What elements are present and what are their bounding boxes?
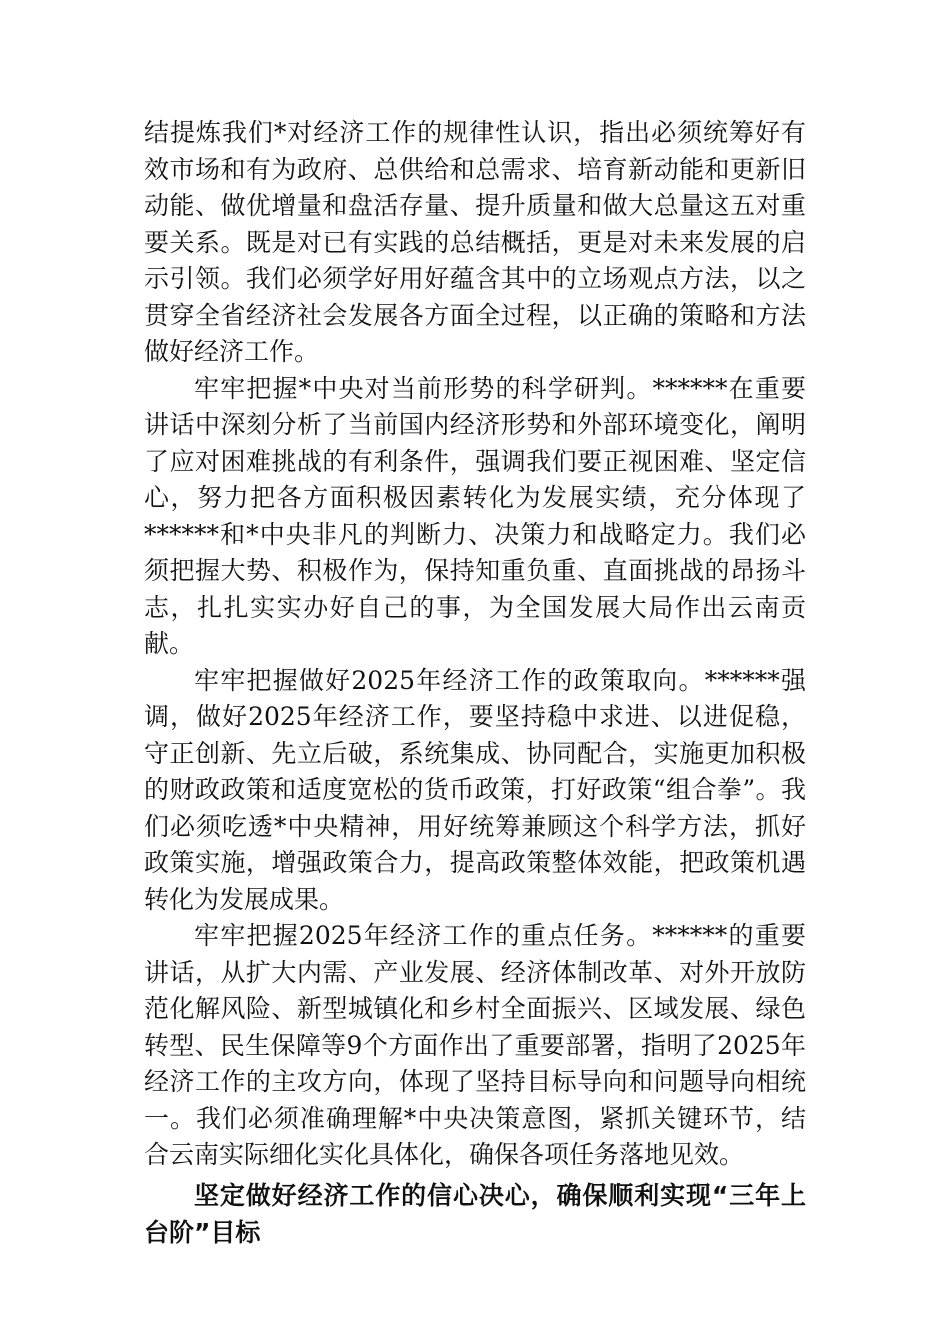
paragraph-3: 牢牢把握做好2025年经济工作的政策取向。******强调，做好2025年经济工作，要坚持稳中求进、以进促稳，守正创新、先立后破，系统集成、协同配合，实施更加积极的财政政策和适度宽松的货币政策，打好政策“组合拳”。我们必须吃透*中央精神，用好统筹兼顾这个科学方法，抓好政策实施，增强政策合力，提高政策整体效能，把政策机遇转化为发展成果。: [144, 665, 806, 914]
document-page: [144, 115, 806, 1251]
paragraph-2: 牢牢把握*中央对当前形势的科学研判。******在重要讲话中深刻分析了当前国内经济形势和外部环境变化，阐明了应对困难挑战的有利条件，强调我们要正视困难、坚定信心，努力把各方面积极因素转化为发展实绩，充分体现了******和*中央非凡的判断力、决策力和战略定力。我们必须把握大势、积极作为，保持知重负重、直面挑战的昂扬斗志，扎扎实实办好自己的事，为全国发展大局作出云南贡献。: [144, 373, 806, 658]
paragraph-4: 牢牢把握2025年经济工作的重点任务。******的重要讲话，从扩大内需、产业发展、经济体制改革、对外开放防范化解风险、新型城镇化和乡村全面振兴、区域发展、绿色转型、民生保障等9个方面作出了重要部署，指明了2025年经济工作的主攻方向，体现了坚持目标导向和问题导向相统一。我们必须准确理解*中央决策意图，紧抓关键环节，结合云南实际细化实化具体化，确保各项任务落地见效。: [144, 921, 806, 1169]
section-heading: 坚定做好经济工作的信心决心，确保顺利实现“三年上台阶”目标: [144, 1180, 806, 1247]
paragraph-1: 结提炼我们*对经济工作的规律性认识，指出必须统筹好有效市场和有为政府、总供给和总需求、培育新动能和更新旧动能、做优增量和盘活存量、提升质量和做大总量这五对重要关系。既是对已有实践的总结概括，更是对未来发展的启示引领。我们必须学好用好蕴含其中的立场观点方法，以之贯穿全省经济社会发展各方面全过程，以正确的策略和方法做好经济工作。: [144, 118, 806, 366]
